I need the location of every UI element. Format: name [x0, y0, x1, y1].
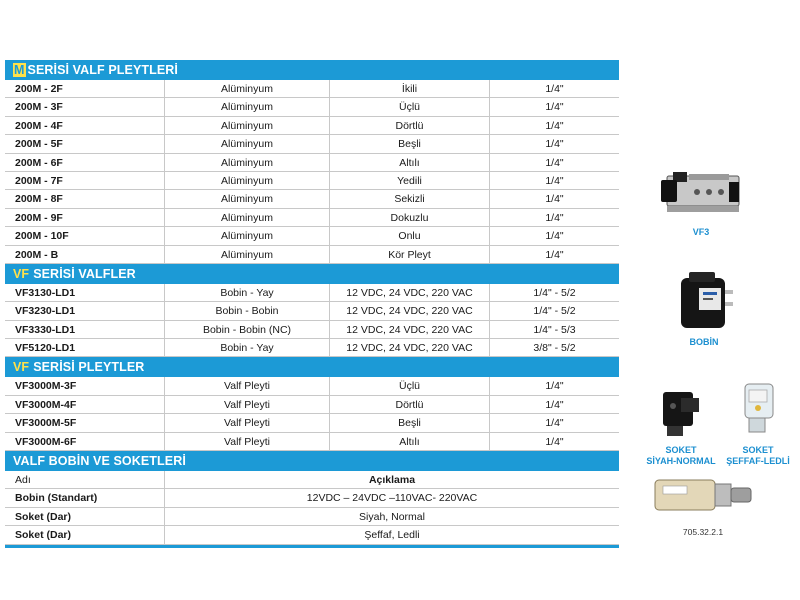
- table-cell: 1/4": [545, 435, 564, 448]
- table-cell: 1/4" - 5/2: [533, 305, 576, 318]
- table-bottom-rule: [5, 545, 619, 548]
- table-row: [5, 246, 619, 264]
- table-cell: 200M - 9F: [5, 209, 165, 226]
- table-cell: Onlu: [330, 227, 490, 244]
- table-cell: Dörtlü: [330, 396, 490, 413]
- table-cell: Alüminyum: [165, 227, 330, 244]
- table-cell: 1/4": [545, 138, 564, 151]
- table-cell: Soket (Dar): [5, 508, 165, 525]
- table-cell: Valf Pleyti: [165, 433, 330, 450]
- table-row: [5, 321, 619, 339]
- table-cell: 1/4" - 5/2: [533, 286, 576, 299]
- table-cell: Beşli: [330, 414, 490, 431]
- table-cell: 200M - 5F: [5, 135, 165, 152]
- section-title: VALF BOBİN VE SOKETLERİ: [13, 454, 186, 469]
- table-row: [5, 98, 619, 116]
- table-cell: 12 VDC, 24 VDC, 220 VAC: [330, 321, 490, 338]
- table-row: [5, 339, 619, 357]
- table-cell: VF3130-LD1: [5, 284, 165, 301]
- table-row: [5, 377, 619, 395]
- bobin-product: [664, 268, 744, 348]
- table-cell: Valf Pleyti: [165, 396, 330, 413]
- table-cell: Alüminyum: [165, 80, 330, 97]
- table-cell: Altılı: [330, 154, 490, 171]
- section-prefix: VF: [13, 360, 30, 375]
- bobin-coil-image: [667, 268, 741, 332]
- fitting-part-image: [647, 470, 759, 522]
- table-cell: Alüminyum: [165, 135, 330, 152]
- table-cell: 1/4": [545, 398, 564, 411]
- table-cell: VF5120-LD1: [5, 339, 165, 356]
- table-cell: Soket (Dar): [5, 526, 165, 543]
- table-row: [5, 227, 619, 245]
- table-cell: Alüminyum: [165, 98, 330, 115]
- part-705-product: [644, 470, 762, 538]
- table-cell: Bobin - Yay: [165, 284, 330, 301]
- table-cell: Alüminyum: [165, 246, 330, 263]
- table-cell: 12 VDC, 24 VDC, 220 VAC: [330, 339, 490, 356]
- table-header-row: [5, 471, 619, 489]
- table-cell: 1/4": [545, 83, 564, 95]
- table-cell: Beşli: [330, 135, 490, 152]
- section-header: [5, 60, 619, 80]
- table-cell: 12 VDC, 24 VDC, 220 VAC: [330, 302, 490, 319]
- table-row: [5, 508, 619, 526]
- section-prefix: VF: [13, 266, 30, 281]
- table-cell: Kör Pleyt: [330, 246, 490, 263]
- column-header-description: Açıklama: [368, 474, 416, 487]
- table-cell: 200M - 6F: [5, 154, 165, 171]
- table-cell: Bobin - Bobin (NC): [165, 321, 330, 338]
- soket-transparent-connector-image: [733, 378, 783, 440]
- soket-seffaf-label-2: ŞEFFAF-LEDLİ: [726, 456, 790, 466]
- section-header: [5, 264, 619, 284]
- table-cell: 1/4": [545, 417, 564, 430]
- table-row: [5, 154, 619, 172]
- table-cell: VF3000M-6F: [5, 433, 165, 450]
- table-cell: Üçlü: [330, 98, 490, 115]
- soket-seffaf-label-1: SOKET: [742, 445, 774, 455]
- table-cell: Sekizli: [330, 190, 490, 207]
- table-cell: 200M - 7F: [5, 172, 165, 189]
- section-title: SERİSİ VALFLER: [33, 266, 136, 281]
- table-cell: 12 VDC, 24 VDC, 220 VAC: [330, 284, 490, 301]
- vf3-product: [652, 160, 750, 238]
- table-row: [5, 414, 619, 432]
- table-cell: Dörtlü: [330, 117, 490, 134]
- table-cell: VF3330-LD1: [5, 321, 165, 338]
- table-cell: 1/4": [545, 193, 564, 206]
- table-cell: Altılı: [330, 433, 490, 450]
- table-cell: Alüminyum: [165, 209, 330, 226]
- part-number-label: 705.32.2.1: [682, 527, 724, 537]
- table-row: [5, 172, 619, 190]
- section-title: SERİSİ VALF PLEYTLERİ: [27, 63, 179, 77]
- table-row: [5, 302, 619, 320]
- table-cell: Şeffaf, Ledli: [364, 529, 420, 542]
- table-cell: 1/4": [545, 156, 564, 169]
- table-cell: VF3000M-5F: [5, 414, 165, 431]
- table-cell: 1/4": [545, 174, 564, 187]
- table-cell: Bobin (Standart): [5, 489, 165, 506]
- section-header: [5, 451, 619, 471]
- table-cell: 1/4": [545, 101, 564, 114]
- table-cell: 12VDC – 24VDC –110VAC- 220VAC: [306, 492, 478, 505]
- table-cell: VF3000M-3F: [5, 377, 165, 394]
- table-cell: Üçlü: [330, 377, 490, 394]
- vf3-label: VF3: [692, 227, 710, 237]
- table-cell: Alüminyum: [165, 172, 330, 189]
- section-header: [5, 357, 619, 377]
- table-cell: VF3230-LD1: [5, 302, 165, 319]
- column-header-name: Adı: [5, 471, 165, 488]
- table-cell: 200M - 10F: [5, 227, 165, 244]
- table-cell: 200M - 8F: [5, 190, 165, 207]
- table-cell: Dokuzlu: [330, 209, 490, 226]
- soket-black-connector-image: [653, 384, 709, 440]
- table-row: [5, 190, 619, 208]
- table-cell: 1/4": [545, 230, 564, 243]
- table-row: [5, 526, 619, 544]
- table-cell: Valf Pleyti: [165, 414, 330, 431]
- table-cell: Alüminyum: [165, 117, 330, 134]
- table-cell: 1/4" - 5/3: [533, 323, 576, 336]
- table-cell: 1/4": [545, 119, 564, 132]
- section-title: SERİSİ PLEYTLER: [33, 360, 145, 375]
- table-cell: 200M - 2F: [5, 80, 165, 97]
- soket-siyah-label-1: SOKET: [665, 445, 697, 455]
- table-row: [5, 117, 619, 135]
- table-cell: 200M - B: [5, 246, 165, 263]
- soket-seffaf-product: [718, 378, 798, 467]
- bobin-label: BOBİN: [689, 337, 719, 347]
- table-cell: 1/4": [545, 380, 564, 393]
- table-row: [5, 284, 619, 302]
- table-cell: 200M - 3F: [5, 98, 165, 115]
- table-row: [5, 489, 619, 507]
- table-row: [5, 80, 619, 98]
- table-cell: 200M - 4F: [5, 117, 165, 134]
- table-cell: Alüminyum: [165, 154, 330, 171]
- table-cell: 1/4": [545, 211, 564, 224]
- section-prefix: M: [14, 63, 25, 77]
- table-cell: Yedili: [330, 172, 490, 189]
- table-cell: VF3000M-4F: [5, 396, 165, 413]
- soket-siyah-product: [638, 384, 724, 467]
- table-row: [5, 135, 619, 153]
- table-cell: 1/4": [545, 248, 564, 261]
- table-cell: 3/8" - 5/2: [533, 342, 576, 355]
- table-cell: İkili: [330, 80, 490, 97]
- table-cell: Bobin - Bobin: [165, 302, 330, 319]
- table-cell: Alüminyum: [165, 190, 330, 207]
- soket-siyah-label-2: SİYAH-NORMAL: [646, 456, 716, 466]
- table-cell: Valf Pleyti: [165, 377, 330, 394]
- table-row: [5, 433, 619, 451]
- vf3-valve-image: [653, 160, 749, 222]
- product-table: [5, 60, 619, 548]
- table-row: [5, 209, 619, 227]
- table-row: [5, 396, 619, 414]
- table-cell: Bobin - Yay: [165, 339, 330, 356]
- table-cell: Siyah, Normal: [359, 510, 425, 523]
